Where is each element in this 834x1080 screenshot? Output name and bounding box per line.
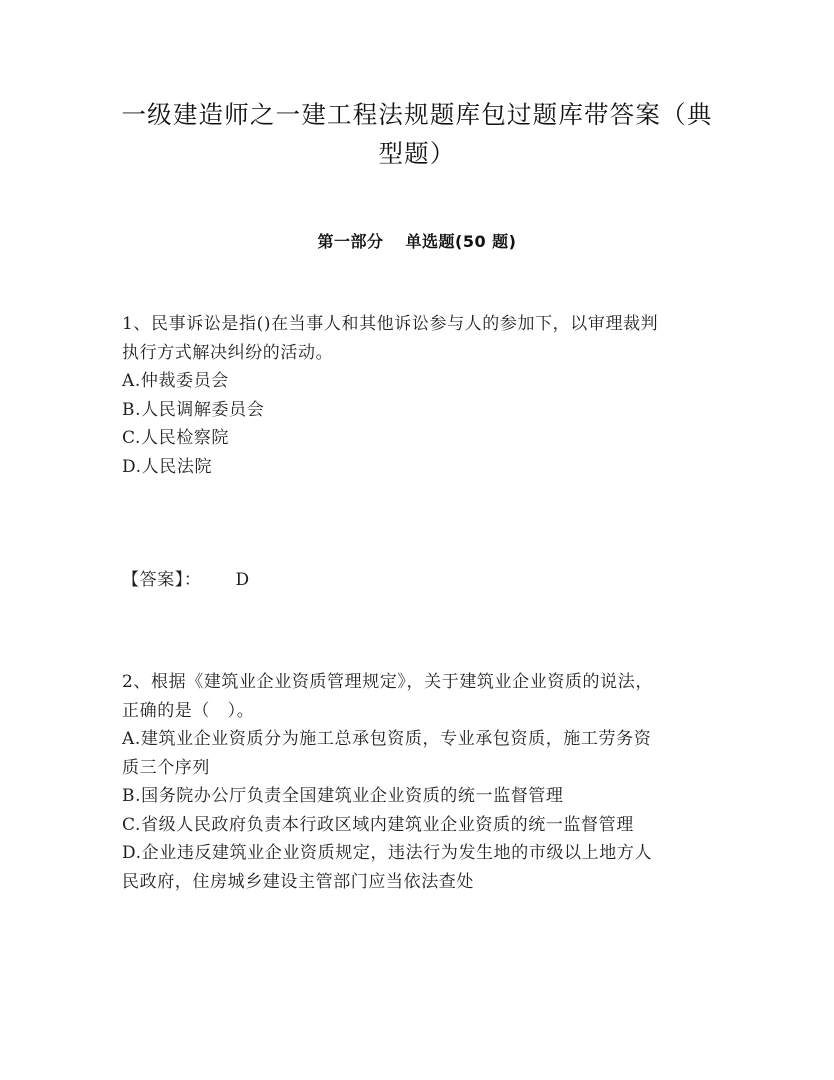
answer-label: 【答案】： (122, 570, 202, 590)
section-heading (0, 229, 834, 252)
question-stem-line-2: 执行方式解决纠纷的活动。 (122, 342, 334, 363)
title-line-1: 一级建造师之一建工程法规题库包过题库带答案（典 (121, 100, 713, 129)
question-stem-line-1: 1、民事诉讼是指()在当事人和其他诉讼参与人的参加下，以审理裁判 (122, 314, 659, 334)
option-a-line-2: 质三个序列 (122, 757, 210, 778)
section-type: 单选题(50 题) (405, 232, 517, 251)
question-stem-line-2: 正确的是（ ）。 (122, 700, 255, 721)
option-text: 建筑业企业资质分为施工总承包资质，专业承包资质，施工劳务资 (140, 729, 652, 749)
option-label: B. (122, 399, 142, 420)
option-label: A. (122, 729, 141, 749)
question-1 (122, 310, 722, 481)
option-b (122, 782, 722, 811)
option-label: D. (122, 843, 142, 863)
option-d (122, 453, 722, 482)
option-c (122, 811, 722, 840)
option-d-line-1 (122, 839, 722, 868)
option-label: D. (122, 456, 142, 477)
option-label: C. (122, 814, 142, 835)
option-a-line-1 (122, 725, 722, 754)
option-a (122, 367, 722, 396)
title-line-2: 型题） (378, 139, 456, 168)
option-text: 企业违反建筑业企业资质规定，违法行为发生地的市级以上地方人 (141, 843, 653, 863)
option-label: B. (122, 786, 142, 806)
section-part: 第一部分 (317, 232, 384, 251)
option-text: 仲裁委员会 (140, 371, 229, 391)
option-c (122, 424, 722, 453)
option-text: 人民检察院 (141, 428, 230, 448)
option-text: 国务院办公厅负责全国建筑业企业资质的统一监督管理 (141, 786, 564, 806)
option-label: A. (122, 371, 141, 391)
question-2 (122, 668, 722, 896)
answer-line (122, 566, 250, 594)
option-label: C. (122, 428, 142, 448)
question-stem-line-1: 2、根据《建筑业企业资质管理规定》，关于建筑业企业资质的说法， (122, 672, 653, 692)
option-b (122, 396, 722, 425)
option-text: 人民调解委员会 (141, 399, 265, 420)
document-title (118, 95, 716, 173)
option-d-line-2: 民政府，住房城乡建设主管部门应当依法查处 (122, 871, 474, 892)
answer-value: D (235, 570, 250, 590)
option-text: 人民法院 (141, 456, 213, 477)
option-text: 省级人民政府负责本行政区域内建筑业企业资质的统一监督管理 (141, 814, 634, 835)
